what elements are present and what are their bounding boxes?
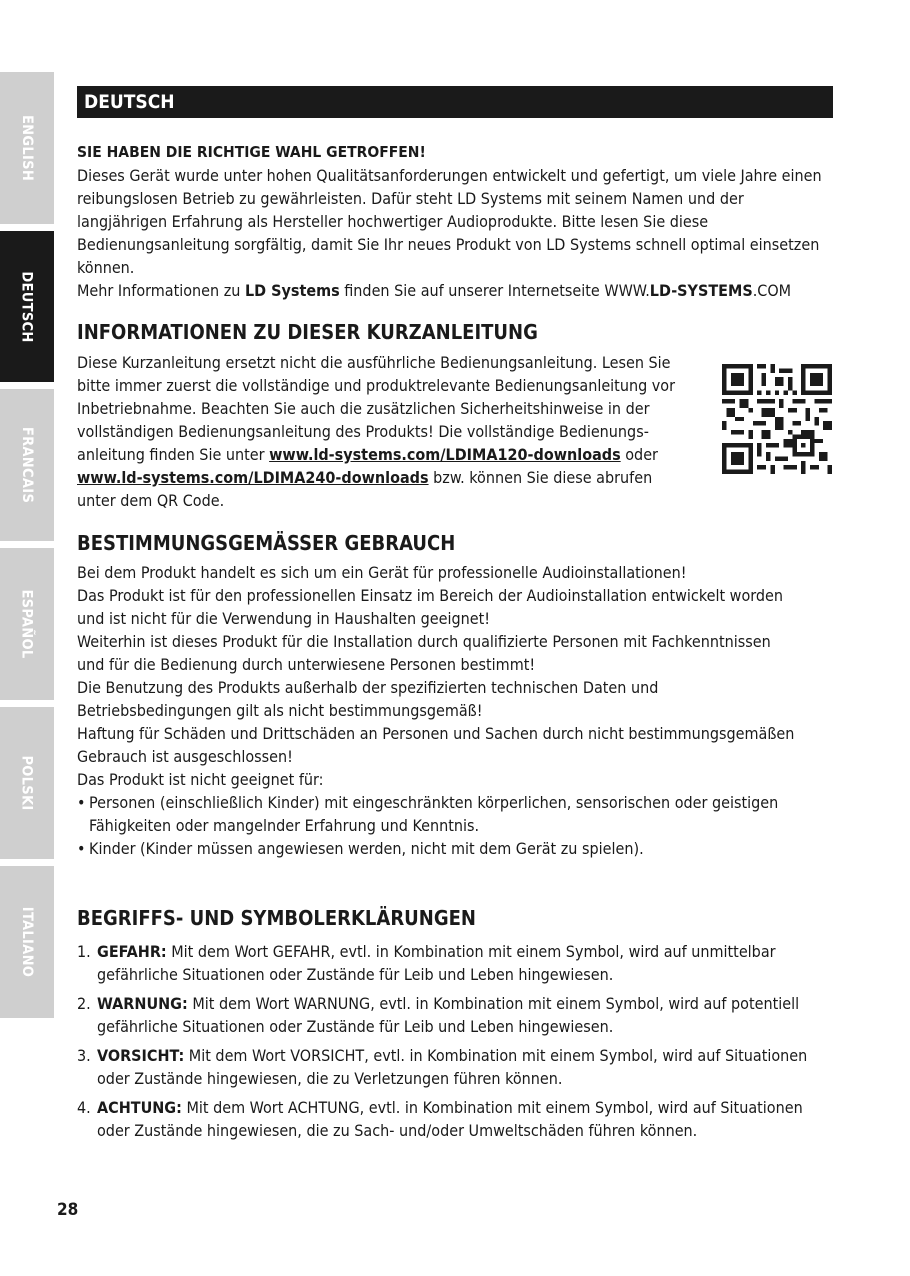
- term-text: Mit dem Wort WARNUNG, evtl. in Kombination mit einem Symbol, wird auf potentiell gefährliche Situationen oder Zustände für Leib und Leben hingewiesen.: [97, 994, 800, 1036]
- item-number: 3.: [77, 1046, 91, 1065]
- sidebar-tab-deutsch[interactable]: [0, 231, 54, 382]
- list-item: [77, 837, 797, 860]
- intro-more-info: [77, 279, 833, 302]
- usage-line: Haftung für Schäden und Drittschäden an Personen und Sachen durch nicht bestimmungsgemäßen Gebrauch ist ausgeschlossen!: [77, 724, 795, 766]
- term-label: VORSICHT:: [97, 1046, 185, 1065]
- qr-code-icon[interactable]: [722, 364, 832, 474]
- info-text-2: oder: [620, 445, 658, 464]
- bullet-icon: •: [77, 793, 86, 812]
- download-link-ldima120[interactable]: www.ld-systems.com/LDIMA120-downloads: [269, 445, 621, 464]
- intro-subtitle: SIE HABEN DIE RICHTIGE WAHL GETROFFEN!: [77, 143, 426, 161]
- usage-line: Weiterhin ist dieses Produkt für die Installation durch qualifizierte Personen mit Fachkenntnissen und für die Bedienung durch unterwiesene Personen bestimmt!: [77, 632, 771, 674]
- term-text: Mit dem Wort ACHTUNG, evtl. in Kombination mit einem Symbol, wird auf Situationen oder Zustände hingewiesen, die zu Sach- und/oder Umweltschäden führen können.: [97, 1098, 803, 1140]
- term-label: GEFAHR:: [97, 942, 167, 961]
- term-label: ACHTUNG:: [97, 1098, 182, 1117]
- website-suffix: .COM: [752, 281, 792, 300]
- item-number: 2.: [77, 994, 91, 1013]
- sidebar-tab-label: ESPAÑOL: [19, 589, 35, 659]
- sidebar-tab-label: FRANCAIS: [19, 426, 36, 504]
- usage-line: Die Benutzung des Produkts außerhalb der spezifizierten technischen Daten und Betriebsbedingungen gilt als nicht bestimmungsgemäß!: [77, 678, 659, 720]
- item-number: 1.: [77, 942, 91, 961]
- list-item: [77, 791, 797, 837]
- section-header: DEUTSCH: [77, 86, 833, 118]
- sidebar-tab-english[interactable]: [0, 72, 54, 224]
- info-text-1: Diese Kurzanleitung ersetzt nicht die ausführliche Bedienungsanleitung. Lesen Sie bitte immer zuerst die vollständige und produktrelevante Bedienungsanleitung vor Inbetriebnahme. Beachten Sie auch die zusätzlichen Sicherheitshinweise in der vollständigen Bedienungsanleitung des Produkts! Die vollständige Bedienungs-anleitung finden Sie unter: [77, 353, 676, 464]
- page-number: 28: [57, 1200, 79, 1220]
- usage-title: BESTIMMUNGSGEMÄSSER GEBRAUCH: [77, 531, 456, 555]
- intro-paragraph: Dieses Gerät wurde unter hohen Qualitätsanforderungen entwickelt und gefertigt, um viele Jahre einen reibungslosen Betrieb zu gewährleisten. Dafür steht LD Systems mit seinem Namen und der langjährigen Erfahrung als Hersteller hochwertiger Audioprodukte. Bitte lesen Sie diese Bedienungsanleitung sorgfältig, damit Sie Ihr neues Produkt von LD Systems schnell optimal einsetzen können.: [77, 166, 822, 277]
- website-name: LD-SYSTEMS: [649, 281, 753, 300]
- more-info-mid: finden Sie auf unserer Internetseite WWW.: [339, 281, 650, 300]
- info-title: INFORMATIONEN ZU DIESER KURZANLEITUNG: [77, 320, 538, 344]
- sidebar-tab-espanol[interactable]: [0, 548, 54, 700]
- bullet-text: Kinder (Kinder müssen angewiesen werden, nicht mit dem Gerät zu spielen).: [89, 839, 644, 858]
- sidebar-tab-label: DEUTSCH: [19, 270, 36, 343]
- term-label: WARNUNG:: [97, 994, 188, 1013]
- sidebar-tab-label: POLSKI: [19, 755, 35, 811]
- list-item: [77, 1096, 812, 1142]
- sidebar-tab-label: ITALIANO: [19, 906, 36, 978]
- terms-title: BEGRIFFS- UND SYMBOLERKLÄRUNGEN: [77, 906, 476, 930]
- intro-section: [77, 141, 833, 302]
- list-item: [77, 1044, 812, 1090]
- download-link-ldima240[interactable]: www.ld-systems.com/LDIMA240-downloads: [77, 468, 429, 487]
- term-text: Mit dem Wort GEFAHR, evtl. in Kombination mit einem Symbol, wird auf unmittelbar gefährliche Situationen oder Zustände für Leib und Leben hingewiesen.: [97, 942, 776, 984]
- item-number: 4.: [77, 1098, 91, 1117]
- sidebar-tab-francais[interactable]: [0, 389, 54, 541]
- info-text-3: bzw. können Sie diese abrufen unter dem QR Code.: [77, 468, 653, 510]
- sidebar-tab-label: ENGLISH: [19, 114, 35, 182]
- usage-line: Bei dem Produkt handelt es sich um ein Gerät für professionelle Audioinstallationen!: [77, 563, 687, 582]
- more-info-prefix: Mehr Informationen zu: [77, 281, 245, 300]
- list-item: [77, 992, 812, 1038]
- info-paragraph: [77, 351, 683, 512]
- sidebar-tab-italiano[interactable]: [0, 866, 54, 1018]
- usage-section: [77, 561, 797, 860]
- list-item: [77, 940, 812, 986]
- brand-name: LD Systems: [244, 281, 340, 300]
- usage-line: Das Produkt ist für den professionellen Einsatz im Bereich der Audioinstallation entwickelt worden und ist nicht für die Verwendung in Haushalten geeignet!: [77, 586, 783, 628]
- term-text: Mit dem Wort VORSICHT, evtl. in Kombination mit einem Symbol, wird auf Situationen oder Zustände hingewiesen, die zu Verletzungen führen können.: [97, 1046, 808, 1088]
- bullet-icon: •: [77, 839, 86, 858]
- bullet-text: Personen (einschließlich Kinder) mit eingeschränkten körperlichen, sensorischen oder geistigen Fähigkeiten oder mangelnder Erfahrung und Kenntnis.: [89, 793, 779, 835]
- sidebar-tab-polski[interactable]: [0, 707, 54, 859]
- usage-line: Das Produkt ist nicht geeignet für:: [77, 770, 324, 789]
- terms-list: [77, 940, 812, 1148]
